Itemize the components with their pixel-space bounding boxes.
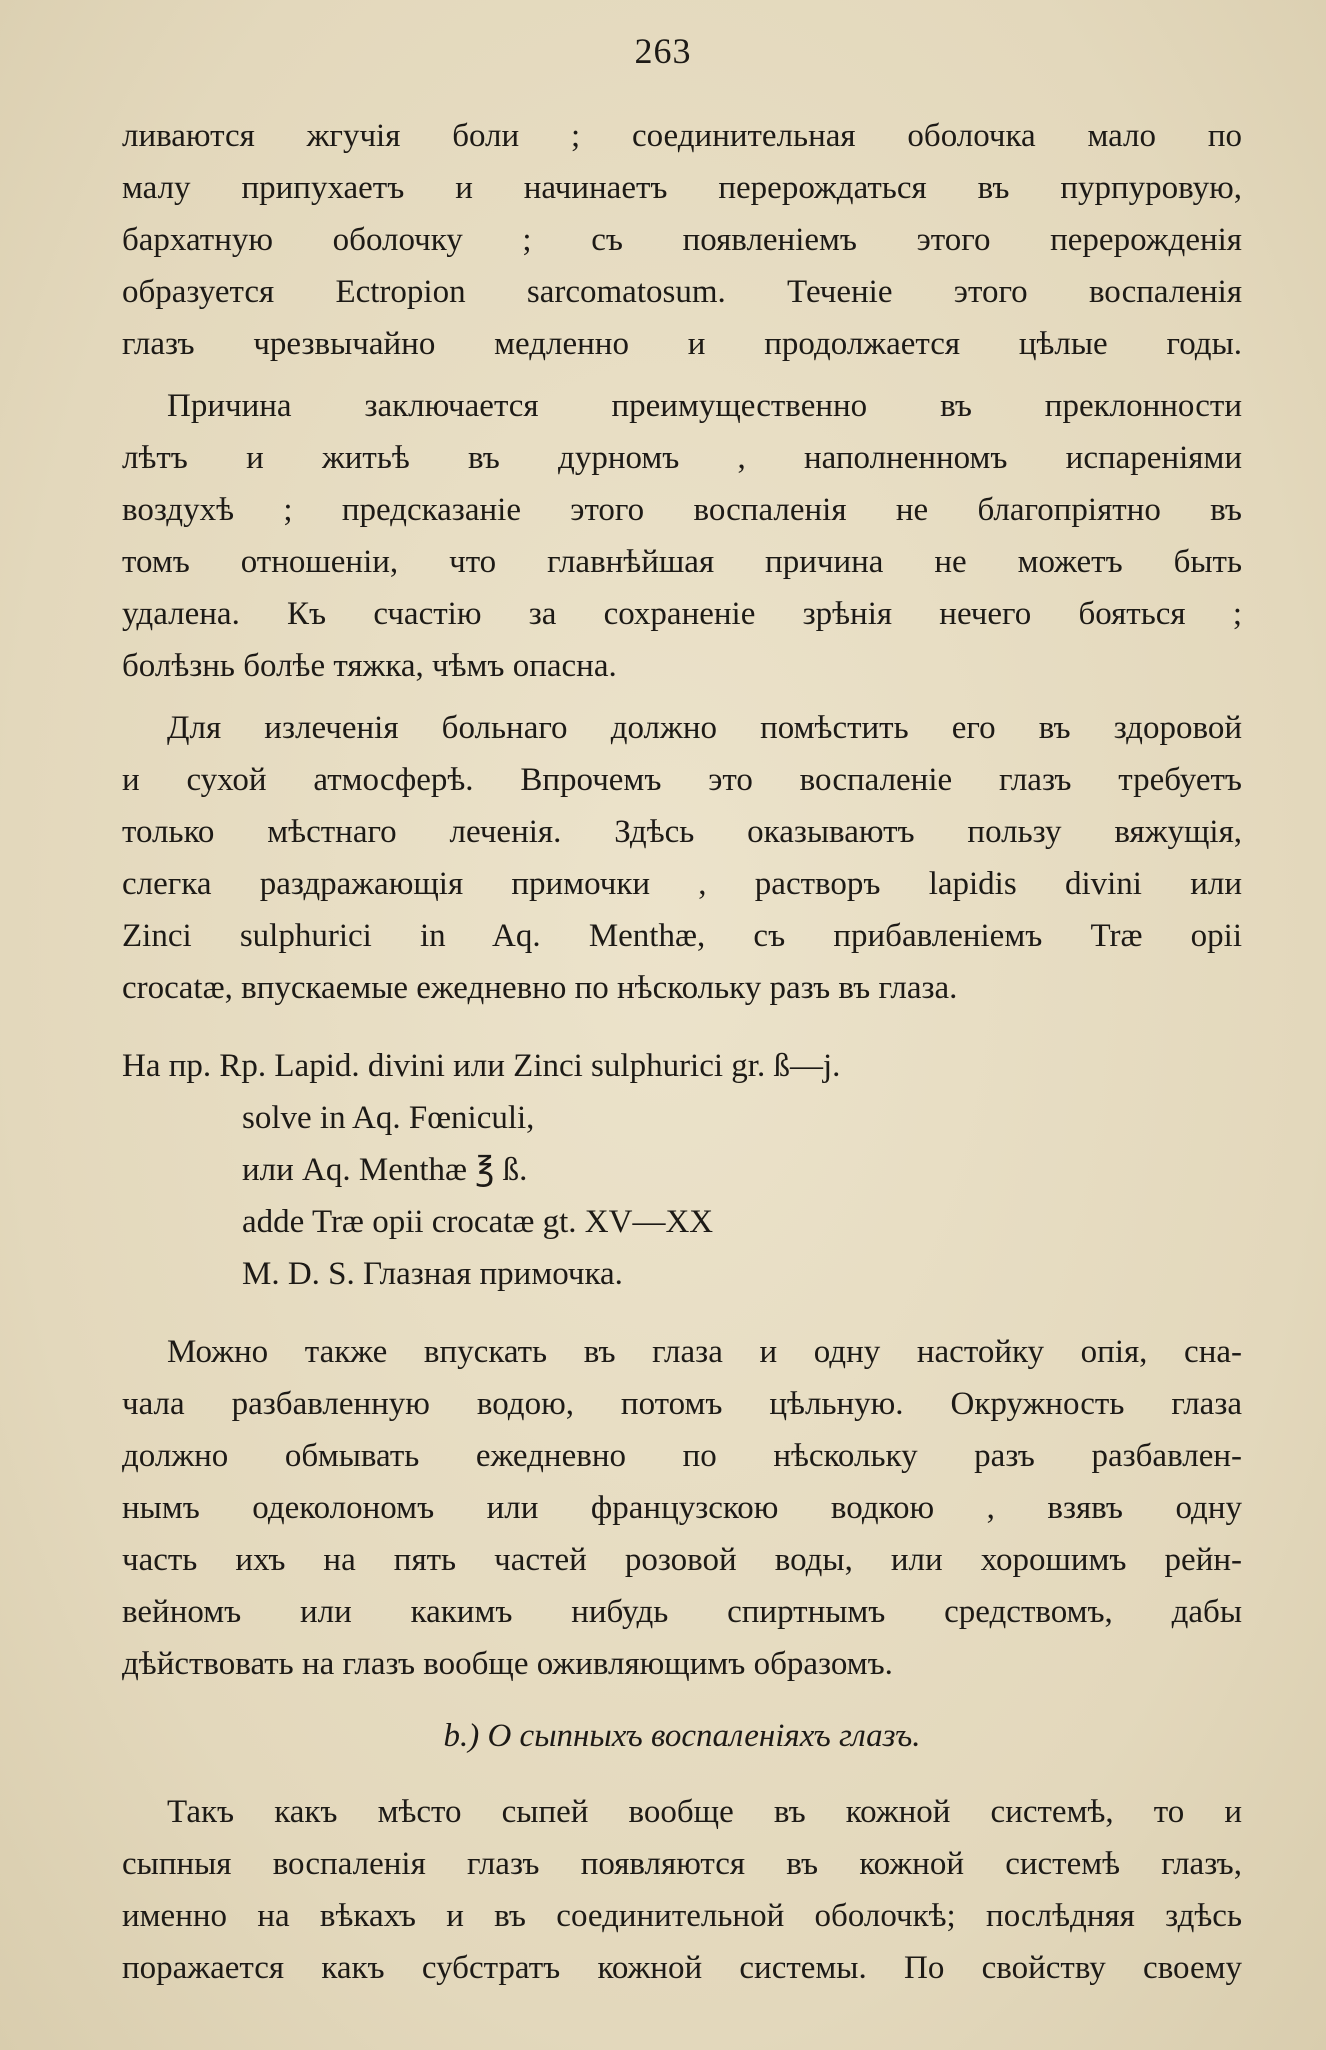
text-line: Zinci sulphurici in Aq. Menthæ, съ прибавленіемъ Træ opii — [122, 918, 1242, 954]
paragraph-5 — [122, 1786, 1242, 1994]
prescription-line: adde Træ opii crocatæ gt. XV—XX — [242, 1204, 714, 1240]
text-line: удалена. Къ счастію за сохраненіе зрѣнія нечего бояться ; — [122, 596, 1242, 632]
text-line: воздухѣ ; предсказаніе этого воспаленія не благопріятно въ — [122, 492, 1242, 528]
text-line: Можно также впускать въ глаза и одну настойку опія, сна- — [167, 1334, 1242, 1370]
text-line: болѣзнь болѣе тяжка, чѣмъ опасна. — [122, 648, 617, 684]
text-line: чала разбавленную водою, потомъ цѣльную. Окружность глаза — [122, 1386, 1242, 1422]
text-line: образуется Ectropion sarcomatosum. Теченіе этого воспаленія — [122, 274, 1242, 310]
section-heading: b.) О сыпныхъ воспаленіяхъ глазъ. — [443, 1718, 921, 1754]
text-line: часть ихъ на пять частей розовой воды, или хорошимъ рейн- — [122, 1542, 1242, 1578]
paragraph-2 — [122, 380, 1242, 692]
prescription-line: solve in Aq. Fœniculi, — [242, 1100, 535, 1136]
text-line: лѣтъ и житьѣ въ дурномъ , наполненномъ испареніями — [122, 440, 1242, 476]
text-line: Для излеченія больнаго должно помѣстить его въ здоровой — [167, 710, 1242, 746]
text-line: вейномъ или какимъ нибудь спиртнымъ средствомъ, дабы — [122, 1594, 1242, 1630]
text-line: нымъ одеколономъ или французскою водкою , взявъ одну — [122, 1490, 1242, 1526]
text-line: и сухой атмосферѣ. Впрочемъ это воспаленіе глазъ требуетъ — [122, 762, 1242, 798]
prescription-line: На пр. Rp. Lapid. divini или Zinci sulphurici gr. ß—j. — [122, 1048, 841, 1084]
text-line: Такъ какъ мѣсто сыпей вообще въ кожной системѣ, то и — [167, 1794, 1242, 1830]
text-line: сыпныя воспаленія глазъ появляются въ кожной системѣ глазъ, — [122, 1846, 1242, 1882]
text-line: crocatæ, впускаемые ежедневно по нѣскольку разъ въ глаза. — [122, 970, 958, 1006]
text-line: бархатную оболочку ; съ появленіемъ этого перерожденія — [122, 222, 1242, 258]
text-line: должно обмывать ежедневно по нѣскольку разъ разбавлен- — [122, 1438, 1242, 1474]
paragraph-4 — [122, 1326, 1242, 1690]
text-line: глазъ чрезвычайно медленно и продолжается цѣлые годы. — [122, 326, 1242, 362]
page-number: 263 — [634, 31, 692, 71]
text-line: именно на вѣкахъ и въ соединительной оболочкѣ; послѣдняя здѣсь — [122, 1898, 1242, 1934]
paragraph-1 — [122, 110, 1242, 370]
text-line: только мѣстнаго леченія. Здѣсь оказываютъ пользу вяжущія, — [122, 814, 1242, 850]
prescription-line: или Aq. Menthæ ℥ ß. — [242, 1152, 528, 1188]
text-line: малу припухаетъ и начинаетъ перерождаться въ пурпуровую, — [122, 170, 1242, 206]
prescription-block — [122, 1040, 1242, 1300]
text-line: слегка раздражающія примочки , растворъ lapidis divini или — [122, 866, 1242, 902]
text-line: томъ отношеніи, что главнѣйшая причина не можетъ быть — [122, 544, 1242, 580]
text-line: дѣйствовать на глазъ вообще оживляющимъ образомъ. — [122, 1646, 893, 1682]
text-line: поражается какъ субстратъ кожной системы. По свойству своему — [122, 1950, 1242, 1986]
text-line: Причина заключается преимущественно въ преклонности — [167, 388, 1242, 424]
paragraph-3 — [122, 702, 1242, 1014]
prescription-line: M. D. S. Глазная примочка. — [242, 1256, 623, 1292]
page-body — [122, 110, 1242, 1994]
text-line: ливаются жгучія боли ; соединительная оболочка мало по — [122, 118, 1242, 154]
